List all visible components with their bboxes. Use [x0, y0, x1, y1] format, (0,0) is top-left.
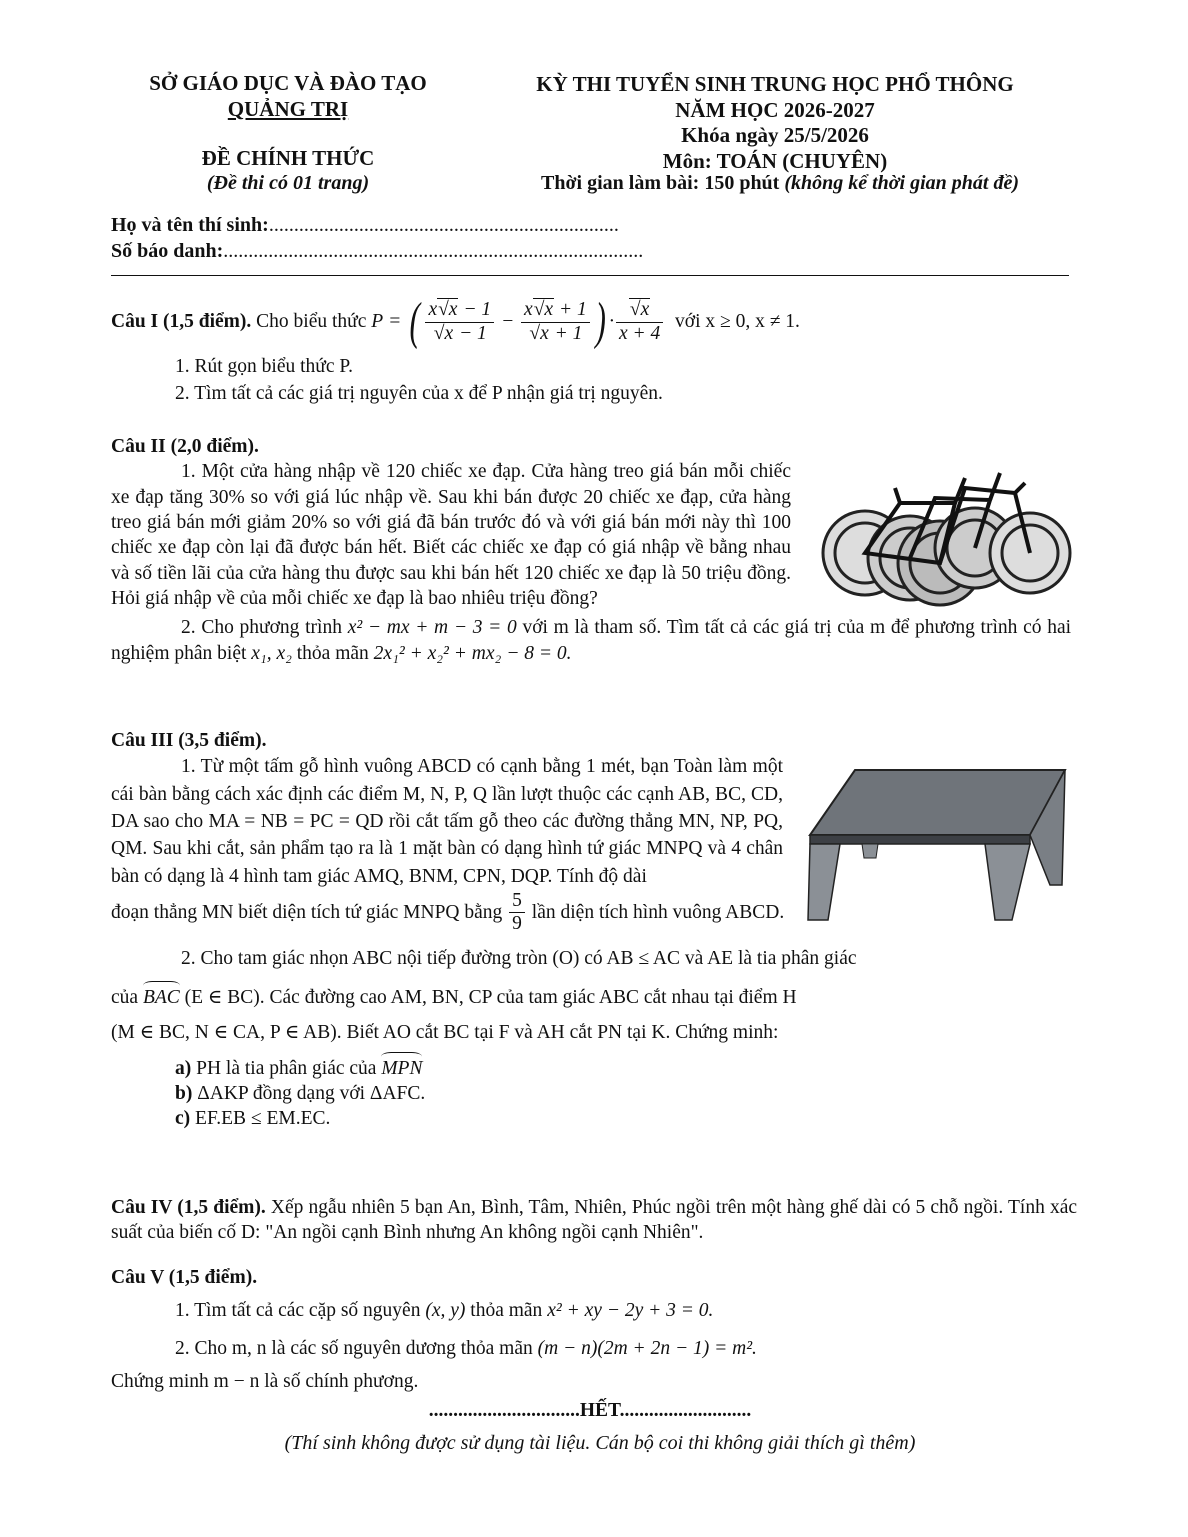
candidate-id-line: Số báo danh:....................................................................................: [111, 240, 644, 262]
q5-part2-conclusion: Chứng minh m − n là số chính phương.: [111, 1371, 419, 1393]
q3-part2-line2: của BAC (E ∈ BC). Các đường cao AM, BN, CP của tam giác ABC cắt nhau tại điểm H: [111, 985, 1071, 1010]
time-label: Thời gian làm bài: 150 phút: [540, 172, 780, 194]
exam-header: [490, 72, 1060, 174]
q5-title: Câu V (1,5 điểm).: [111, 1267, 258, 1288]
official-label: ĐỀ CHÍNH THỨC: [201, 146, 375, 170]
time-line: [490, 172, 1070, 195]
q3-part2-line1: 2. Cho tam giác nhọn ABC nội tiếp đường tròn (O) có AB ≤ AC và AE là tia phân giác: [181, 947, 857, 969]
question-4: [111, 1195, 1077, 1246]
q3-item-b: b) ΔAKP đồng dạng với ΔAFC.: [175, 1083, 426, 1105]
q3-part1-end: đoạn thẳng MN biết diện tích tứ giác MNPQ bằng $\frac{5}{9}$ lần diện tích hình vuông ABCD.: [111, 889, 785, 935]
department-header: [118, 70, 458, 123]
bicycles-illustration: [815, 458, 1075, 618]
arc-bac: BAC: [143, 985, 180, 1010]
candidate-name-line: Họ và tên thí sinh:......................................................................: [111, 214, 619, 236]
q3-item-c: c) EF.EB ≤ EM.EC.: [175, 1108, 331, 1130]
q3-part1: 1. Từ một tấm gỗ hình vuông ABCD có cạnh bằng 1 mét, bạn Toàn làm một cái bàn bằng cách xác định các điểm M, N, P, Q lần lượt thuộc các cạnh AB, BC, CD, DA sao cho MA = NB = PC = QD rồi cắt tấm gỗ theo các đường thẳng MN, NP, PQ, QM. Sau khi cắt, sản phẩm tạo ra là 1 mặt bàn có dạng hình tứ giác MNPQ và 4 chân bàn có dạng là 4 hình tam giác AMQ, BNM, CPN, DQP. Tính độ dài: [111, 756, 783, 887]
five-ninths-fraction: $\frac{5}{9}$: [509, 890, 525, 936]
department-name: SỞ GIÁO DỤC VÀ ĐÀO TẠO: [149, 71, 427, 95]
footer-note: (Thí sinh không được sử dụng tài liệu. Cán bộ coi thi không giải thích gì thêm): [284, 1432, 916, 1454]
province-name: QUẢNG TRỊ: [227, 97, 349, 122]
arc-mpn: MPN: [381, 1056, 422, 1081]
question-1: [111, 293, 1071, 407]
subject: Môn: TOÁN (CHUYÊN): [662, 148, 888, 173]
q2-part1: 1. Một cửa hàng nhập về 120 chiếc xe đạp. Cửa hàng treo giá bán mỗi chiếc xe đạp tăng 30% so với giá lúc nhập về. Sau khi bán được 20 chiếc xe đạp, cửa hàng treo giá bán mới giảm 20% so với giá đã bán trước đó và với giá bán mới này thì 100 chiếc xe đạp còn lại đã được bán hết. Biết các chiếc xe đạp có giá nhập về bằng nhau và số tiền lãi của cửa hàng thu được sau khi bán hết 120 chiếc xe đạp là 50 triệu đồng. Hỏi giá nhập về của mỗi chiếc xe đạp là bao nhiêu triệu đồng?: [111, 461, 791, 610]
end-marker: ...............................HẾT...........................: [428, 1400, 752, 1421]
q3-part2-line3: (M ∈ BC, N ∈ CA, P ∈ AB). Biết AO cắt BC tại F và AH cắt PN tại K. Chứng minh:: [111, 1022, 779, 1044]
time-note: (không kể thời gian phát đề): [784, 172, 1019, 194]
q5-part1: 1. Tìm tất cả các cặp số nguyên (x, y) thỏa mãn x² + xy − 2y + 3 = 0.: [175, 1300, 714, 1322]
q1-expression: P = ( $\frac{x√x - 1}{√x - 1}$ − $\frac{x√x + 1}{√x + 1}$ ) · $\frac{√x}{x + 4}$: [371, 296, 665, 348]
q2-title: Câu II (2,0 điểm).: [111, 436, 259, 457]
question-5: [111, 1265, 1071, 1394]
q1-condition: với x ≥ 0, x ≠ 1.: [675, 311, 800, 333]
exam-title: KỲ THI TUYỂN SINH TRUNG HỌC PHỔ THÔNG: [536, 72, 1014, 96]
q3-item-a: a) PH là tia phân giác của MPN: [111, 1056, 1071, 1081]
q3-title: Câu III (3,5 điểm).: [111, 730, 267, 751]
q4-text: Xếp ngẫu nhiên 5 bạn An, Bình, Tâm, Nhiên, Phúc ngồi trên một hàng ghế dài có 5 chỗ ngồi. Tính xác suất của biến cố D: "An ngồi cạnh Bình nhưng An không ngồi cạnh Nhiên".: [111, 1197, 1078, 1244]
table-illustration: [800, 760, 1075, 925]
q4-title: Câu IV (1,5 điểm).: [111, 1197, 266, 1218]
q1-part2: 2. Tìm tất cả các giá trị nguyên của x để P nhận giá trị nguyên.: [175, 383, 663, 405]
exam-date: Khóa ngày 25/5/2026: [681, 123, 869, 148]
pages-note: (Đề thi có 01 trang): [206, 172, 370, 194]
q1-part1: 1. Rút gọn biểu thức P.: [175, 356, 353, 377]
q1-statement: Câu I (1,5 điểm). Cho biểu thức P = ( $\frac{x√x - 1}{√x - 1}$ − $\frac{x√x + 1}{√x + 1}$ ) · $\frac{√x}{x + 4}$ với x ≥ 0, x ≠ 1.: [111, 293, 800, 350]
q5-part2: 2. Cho m, n là các số nguyên dương thỏa mãn (m − n)(2m + 2n − 1) = m².: [175, 1337, 757, 1359]
header-divider: [111, 275, 1069, 276]
school-year: NĂM HỌC 2026-2027: [675, 97, 875, 122]
q2-part2: 2. Cho phương trình x² − mx + m − 3 = 0 với m là tham số. Tìm tất cả các giá trị của m để phương trình có hai nghiệm phân biệt x₁, x₂ thỏa mãn 2x₁² + x₂² + mx₂ − 8 = 0.: [111, 617, 1072, 664]
